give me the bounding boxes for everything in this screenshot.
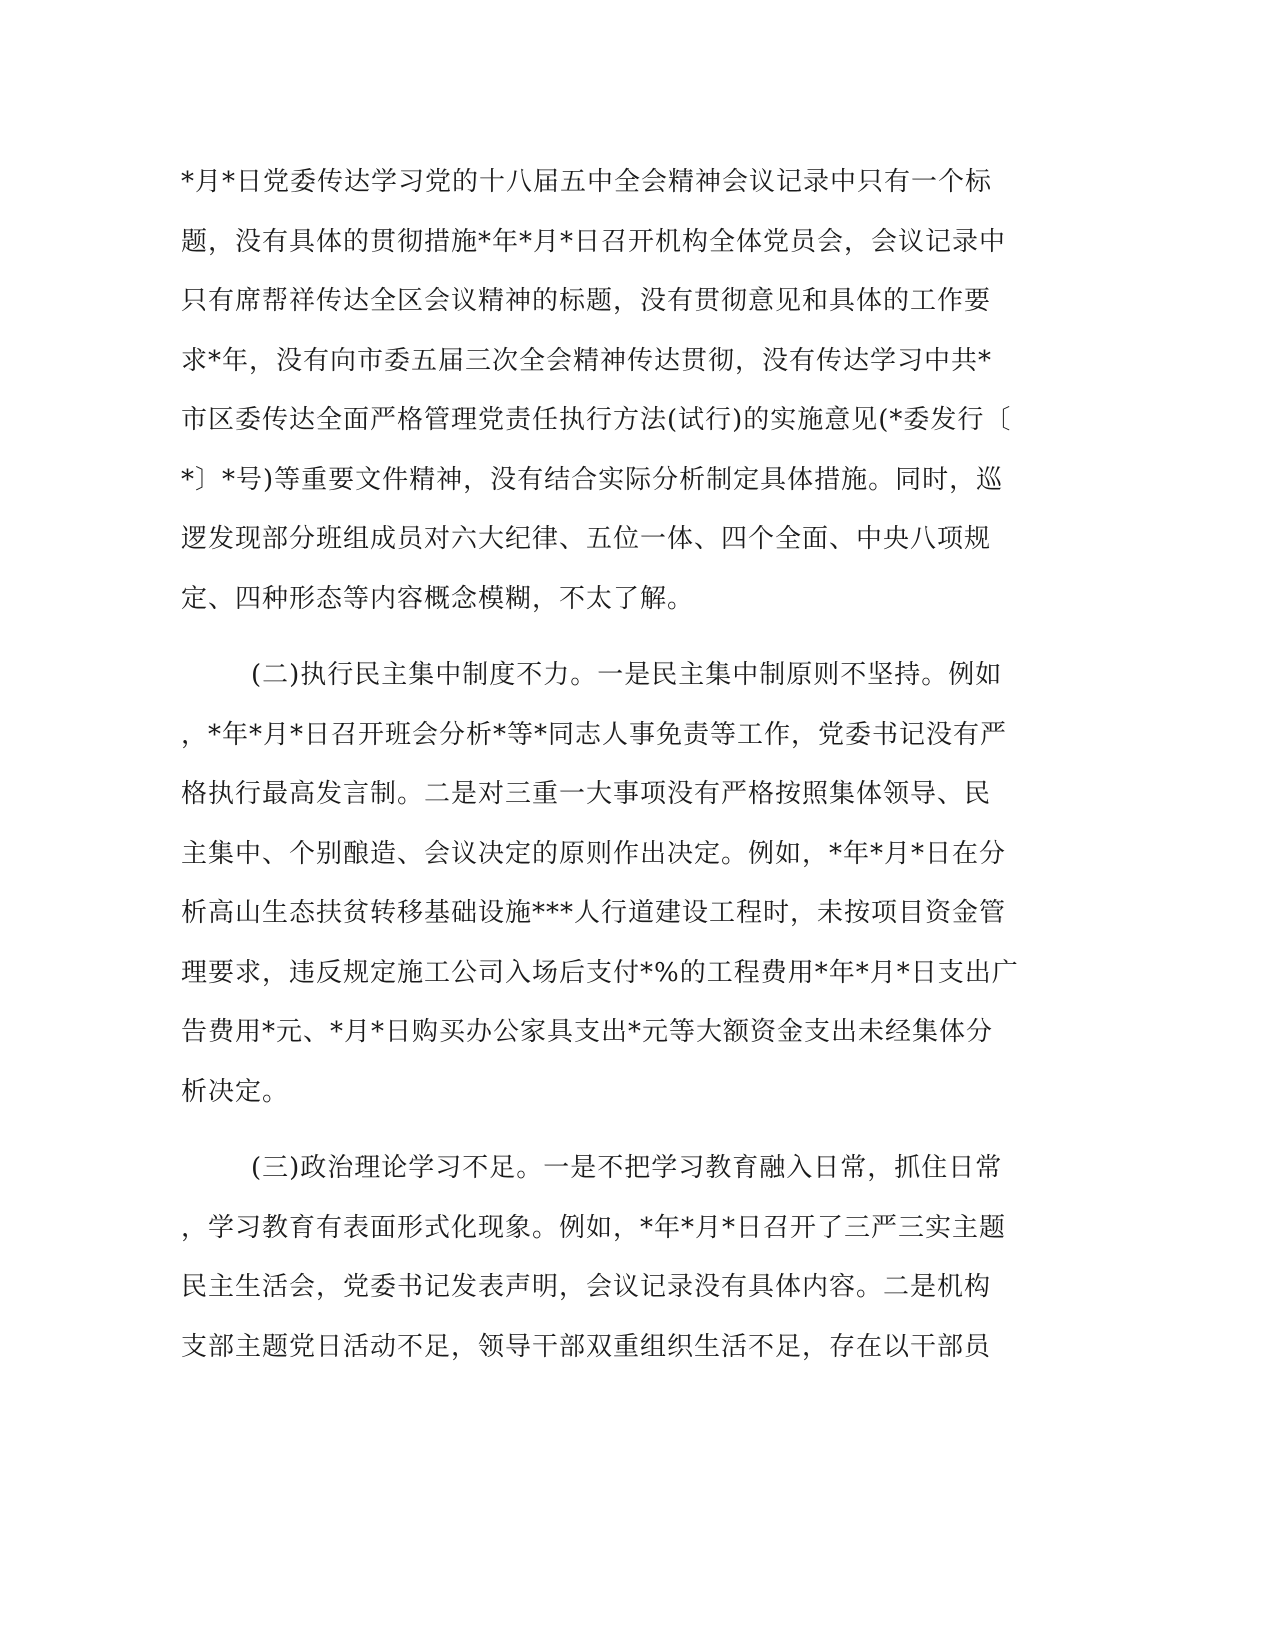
document-body: [181, 153, 1051, 1377]
paragraph-line: 求*年，没有向市委五届三次全会精神传达贯彻，没有传达学习中共*: [181, 345, 993, 376]
paragraph-line: 逻发现部分班组成员对六大纪律、五位一体、四个全面、中央八项规: [181, 524, 992, 554]
paragraph-line: 理要求，违反规定施工公司入场后支付*%的工程费用*年*月*日支出广: [181, 957, 1019, 988]
paragraph-line: 析高山生态扶贫转移基础设施***人行道建设工程时，未按项目资金管: [181, 898, 1007, 928]
paragraph-line: 定、四种形态等内容概念模糊，不太了解。: [181, 583, 695, 614]
paragraph-1: [181, 153, 1051, 629]
paragraph-line: 格执行最高发言制。二是对三重一大事项没有严格按照集体领导、民: [181, 779, 992, 809]
paragraph-line: 只有席帮祥传达全区会议精神的标题，没有贯彻意见和具体的工作要: [181, 286, 992, 316]
paragraph-line: 支部主题党日活动不足，领导干部双重组织生活不足，存在以干部员: [181, 1331, 992, 1362]
paragraph-line: *月*日党委传达学习党的十八届五中全会精神会议记录中只有一个标: [181, 167, 993, 197]
paragraph-line: 主集中、个别酿造、会议决定的原则作出决定。例如，*年*月*日在分: [181, 838, 1007, 869]
paragraph-line: 告费用*元、*月*日购买办公家具支出*元等大额资金支出未经集体分: [181, 1017, 994, 1047]
paragraph-line: ，*年*月*日召开班会分析*等*同志人事免责等工作，党委书记没有严: [181, 719, 1008, 750]
paragraph-2: [181, 646, 1051, 1122]
paragraph-line: ，学习教育有表面形式化现象。例如，*年*月*日召开了三严三实主题: [181, 1212, 1007, 1243]
paragraph-spacer: [181, 629, 1051, 646]
paragraph-line: 题，没有具体的贯彻措施*年*月*日召开机构全体党员会，会议记录中: [181, 226, 1007, 257]
paragraph-line: 民主生活会，党委书记发表声明，会议记录没有具体内容。二是机构: [181, 1272, 992, 1302]
paragraph-3: [181, 1139, 1051, 1377]
paragraph-line: 析决定。: [181, 1076, 290, 1107]
paragraph-line: 市区委传达全面严格管理党责任执行方法(试行)的实施意见(*委发行〔: [181, 405, 1012, 435]
paragraph-heading-line: (二)执行民主集中制度不力。一是民主集中制原则不坚持。例如: [251, 660, 1003, 690]
paragraph-spacer: [181, 1122, 1051, 1139]
paragraph-heading-line: (三)政治理论学习不足。一是不把学习教育融入日常，抓住日常: [251, 1153, 1003, 1183]
paragraph-line: *〕*号)等重要文件精神，没有结合实际分析制定具体措施。同时，巡: [181, 464, 1004, 495]
